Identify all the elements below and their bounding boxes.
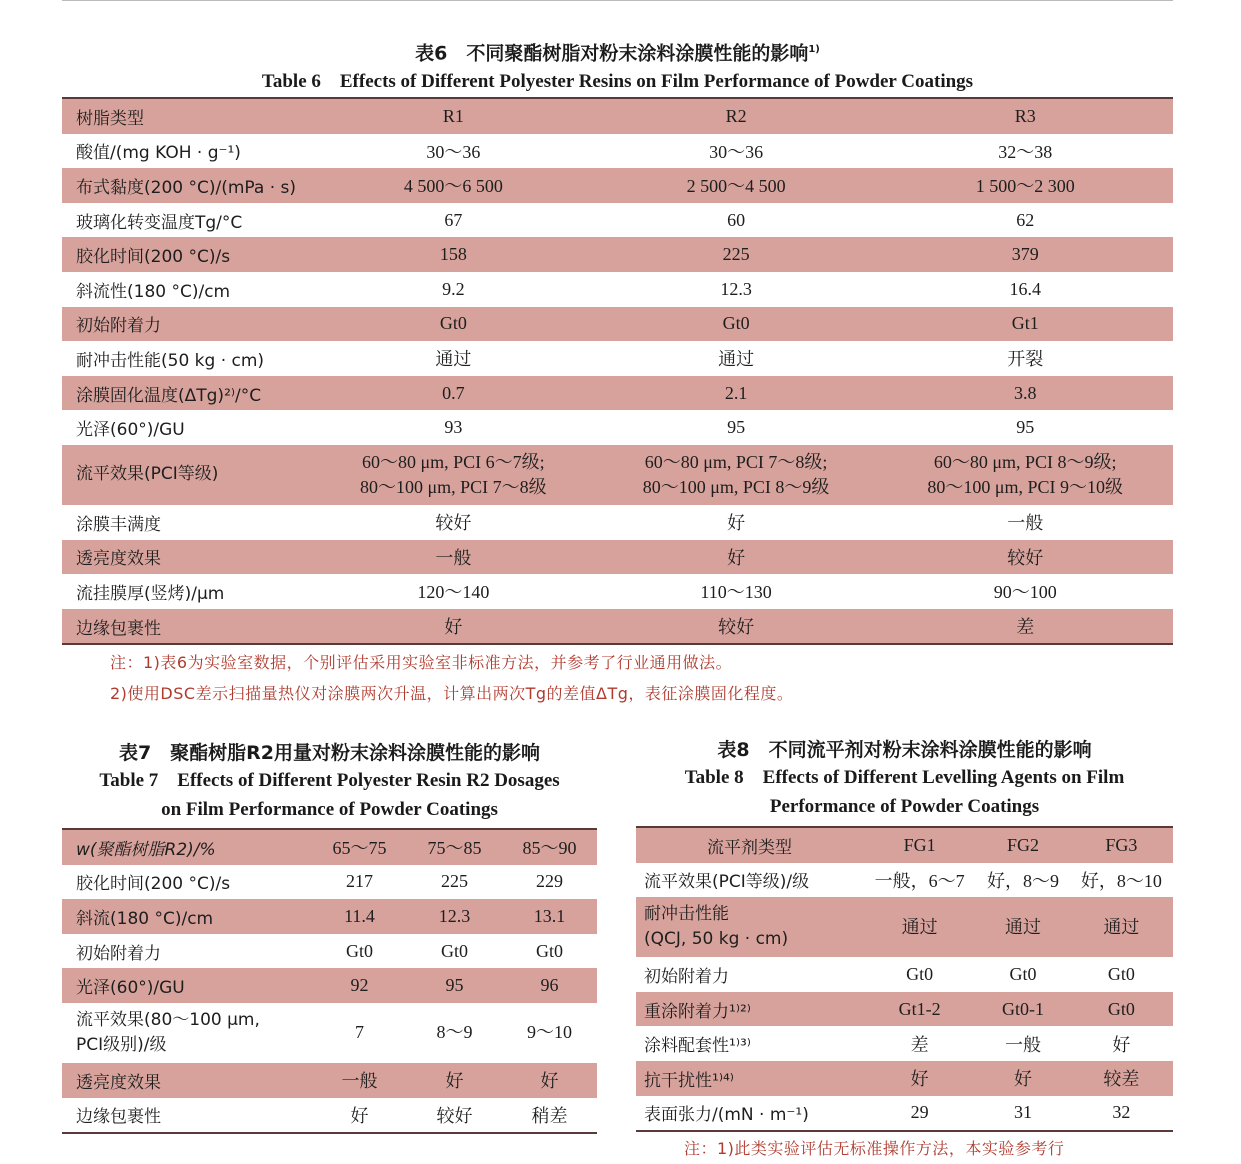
row-label: 酸值/(mg KOH · g⁻¹) [76,143,241,164]
table-cell: 差 [910,1034,929,1055]
table-cell: Gt0 [346,940,373,961]
cell-line: 60～80 μm, PCI 8～9级; [933,451,1117,472]
header-cell: 流平剂类型 [636,827,863,863]
table7-caption [62,740,597,824]
table-cell: 30～36 [709,141,764,162]
row-label: 初始附着力 [76,943,161,964]
row-label: 布式黏度(200 °C)/(mPa · s) [62,168,312,203]
table-row [62,609,1173,645]
table-row [62,865,597,900]
table-cell: 较好 [877,540,1173,575]
header-cell: FG2 [976,827,1069,863]
table-row [636,1061,1173,1096]
table-cell: 稍差 [531,1105,568,1126]
table7-header-row [62,829,597,865]
table-row [636,1096,1173,1132]
table-cell: 67 [444,209,463,230]
table6-caption [62,36,1173,96]
table7-caption-en-2: on Film Performance of Powder Coatings [161,799,498,820]
table-cell: 7 [355,1022,364,1043]
row-label [62,1003,312,1063]
table-cell: Gt1-2 [863,992,976,1027]
row-label: 初始附着力 [62,307,312,342]
table-cell: Gt1 [877,307,1173,342]
table-cell: 96 [502,968,597,1003]
table-cell: 12.3 [407,899,502,934]
label-line: 耐冲击性能 [644,904,729,925]
table-cell: 好，8～9 [986,870,1059,891]
label-line: PCI级别)/级 [76,1034,167,1055]
table-cell: 13.1 [502,899,597,934]
table-row [62,272,1173,307]
header-cell: 85～90 [502,829,597,865]
table8-caption-cn: 表8 不同流平剂对粉末涂料涂膜性能的影响 [717,739,1092,761]
row-label: 光泽(60°)/GU [62,968,312,1003]
table7-caption-en-1: Table 7 Effects of Different Polyester Resin R2 Dosages [99,770,560,791]
table-cell: 11.4 [312,899,407,934]
table-cell: 93 [444,417,463,438]
table-cell: 较好 [436,1105,473,1126]
table-cell: 9～10 [527,1022,572,1043]
table-cell: 好 [727,513,746,534]
row-label: 流平效果(PCI等级)/级 [644,872,810,893]
table-cell: 好 [502,1063,597,1098]
table-cell: 31 [1013,1102,1032,1123]
table-cell: 16.4 [1009,278,1041,299]
table-cell: 一般 [312,1063,407,1098]
table8-caption [636,737,1173,821]
table-cell: 开裂 [1007,349,1044,370]
table7-caption-cn: 表7 聚酯树脂R2用量对粉末涂料涂膜性能的影响 [118,742,541,764]
table-cell: 225 [441,871,468,892]
row-label: 表面张力/(mN · m⁻¹) [644,1105,809,1126]
table8-header-row [636,827,1173,863]
table-row [636,863,1173,898]
table-row [62,1063,597,1098]
table-cell: 4 500～6 500 [312,168,595,203]
table-cell: 158 [312,237,595,272]
row-label [636,897,863,957]
table8-caption-en-1: Table 8 Effects of Different Levelling Agents on Film [684,767,1125,788]
table-cell: 0.7 [312,376,595,411]
row-label: 透亮度效果 [62,540,312,575]
header-cell: R3 [877,98,1173,134]
label-line: 流平效果(80～100 μm, [76,1009,260,1030]
row-label: 涂膜丰满度 [76,514,161,535]
table-cell: 一般，6～7 [874,870,965,891]
header-cell: FG1 [863,827,976,863]
table-cell: 一般 [1007,513,1044,534]
table-cell: 2.1 [595,376,878,411]
table-cell: 229 [536,871,563,892]
table-cell: 62 [1016,209,1035,230]
table-cell: 3.8 [877,376,1173,411]
table-cell: 通过 [718,349,755,370]
cell-line: 80～100 μm, PCI 9～10级 [927,476,1124,497]
table-cell: 好 [407,1063,502,1098]
table-row [62,134,1173,169]
cell-line: 80～100 μm, PCI 7～8级 [360,476,547,497]
header-cell: w(聚酯树脂R2)/% [62,829,312,865]
table-cell [312,445,595,505]
table-row [62,237,1173,272]
row-label: 重涂附着力¹⁾²⁾ [636,992,863,1027]
table-cell: 好 [1112,1034,1131,1055]
table-cell: 32 [1112,1102,1131,1123]
table-cell: Gt0 [441,940,468,961]
table-row [636,957,1173,992]
header-cell: FG3 [1070,827,1173,863]
table-cell: 好 [350,1105,369,1126]
table-cell: Gt0 [1070,992,1173,1027]
table-cell: 通过 [976,897,1069,957]
table-cell: 好 [976,1061,1069,1096]
table-row [636,897,1173,957]
row-label: 透亮度效果 [62,1063,312,1098]
row-label: 边缘包裹性 [76,1107,161,1128]
table6 [62,97,1173,645]
row-label: 抗干扰性¹⁾⁴⁾ [636,1061,863,1096]
table-row [62,968,597,1003]
table7 [62,828,597,1134]
table-row [62,376,1173,411]
row-label: 涂料配套性¹⁾³⁾ [644,1036,751,1057]
table-cell: 12.3 [720,278,752,299]
table-cell: 好 [312,609,595,645]
table-cell: 较差 [1070,1061,1173,1096]
table-cell: Gt0-1 [976,992,1069,1027]
row-label: 胶化时间(200 °C)/s [62,237,312,272]
header-cell: 65～75 [312,829,407,865]
table-row [62,203,1173,238]
row-label: 涂膜固化温度(ΔTg)²⁾/°C [62,376,312,411]
table-cell: 较好 [435,513,472,534]
table-row [62,445,1173,505]
table-row [62,540,1173,575]
table-row [62,168,1173,203]
table-cell: Gt0 [595,307,878,342]
table-row [62,410,1173,445]
table-cell: Gt0 [1107,963,1135,984]
header-cell: 75～85 [407,829,502,865]
table-cell [877,445,1173,505]
table6-header-row [62,98,1173,134]
row-label: 耐冲击性能(50 kg · cm) [76,350,265,371]
table-cell: Gt0 [1009,963,1037,984]
table-row [62,934,597,969]
table-cell: 225 [595,237,878,272]
table-cell: 1 500～2 300 [877,168,1173,203]
table-cell: 通过 [1070,897,1173,957]
table6-note-2: 2)使用DSC差示扫描量热仪对涂膜两次升温，计算出两次Tg的差值ΔTg，表征涂膜固化程度。 [110,684,794,703]
table-row [62,1098,597,1134]
table-cell: 较好 [595,609,878,645]
table-row [62,899,597,934]
header-cell: 树脂类型 [62,98,312,134]
table-cell: 9.2 [442,278,465,299]
table-cell: 好 [595,540,878,575]
table6-caption-cn: 表6 不同聚酯树脂对粉末涂料涂膜性能的影响 [415,42,809,65]
table-cell: 217 [346,871,373,892]
table-cell: 95 [1016,417,1035,438]
row-label: 流平效果(PCI等级) [62,445,312,505]
row-label: 玻璃化转变温度Tg/°C [76,212,243,233]
row-label: 斜流(180 °C)/cm [62,899,312,934]
table-row [62,341,1173,376]
table-cell: 90～100 [993,582,1057,603]
table-cell: 通过 [863,897,976,957]
table-cell: 好 [863,1061,976,1096]
table-cell: 30～36 [426,141,481,162]
table-cell: 差 [877,609,1173,645]
header-cell: R2 [595,98,878,134]
row-label: 光泽(60°)/GU [76,420,185,441]
row-label: 边缘包裹性 [62,609,312,645]
table-row [62,574,1173,609]
table-cell: 95 [407,968,502,1003]
table-row [62,505,1173,540]
table8-note: 注：1)此类实验评估无标准操作方法，本实验参考行 [684,1139,1065,1158]
table-cell: 92 [312,968,407,1003]
table-cell [595,445,878,505]
row-label: 胶化时间(200 °C)/s [76,874,231,895]
cell-line: 60～80 μm, PCI 7～8级; [644,451,828,472]
row-label: 流挂膜厚(竖烤)/μm [76,583,225,604]
table-cell: Gt0 [906,963,934,984]
table-row [62,1003,597,1063]
table6-note-1: 注：1)表6为实验室数据，个别评估采用实验室非标准方法，并参考了行业通用做法。 [110,653,733,672]
table-cell: Gt0 [312,307,595,342]
table-cell: 32～38 [998,141,1053,162]
row-label: 初始附着力 [644,966,729,987]
table-cell: 2 500～4 500 [595,168,878,203]
cell-line: 60～80 μm, PCI 6～7级; [362,451,545,472]
table-row [636,992,1173,1027]
table-cell: 120～140 [417,582,490,603]
table-cell: 29 [910,1102,929,1123]
label-line: (QCJ, 50 kg · cm) [644,929,789,950]
table6-caption-en: Table 6 Effects of Different Polyester Resins on Film Performance of Powder Coatings [261,71,974,93]
table-cell: 60 [727,209,746,230]
cell-line: 80～100 μm, PCI 8～9级 [642,476,830,497]
table-cell: 8～9 [436,1022,473,1043]
page-top-rule [62,0,1173,1]
table-cell: 通过 [435,349,472,370]
table8-caption-en-2: Performance of Powder Coatings [769,796,1040,817]
table-row [62,307,1173,342]
table-cell: 一般 [312,540,595,575]
table6-caption-footnote: 1) [808,44,820,55]
table-cell: Gt0 [536,940,563,961]
table-cell: 110～130 [700,582,772,603]
table-cell: 一般 [1004,1034,1041,1055]
row-label: 斜流性(180 °C)/cm [76,281,231,302]
table-cell: 95 [727,417,746,438]
table8 [636,826,1173,1132]
header-cell: R1 [312,98,595,134]
table-cell: 379 [877,237,1173,272]
table-row [636,1026,1173,1061]
table-cell: 好，8～10 [1080,870,1162,891]
